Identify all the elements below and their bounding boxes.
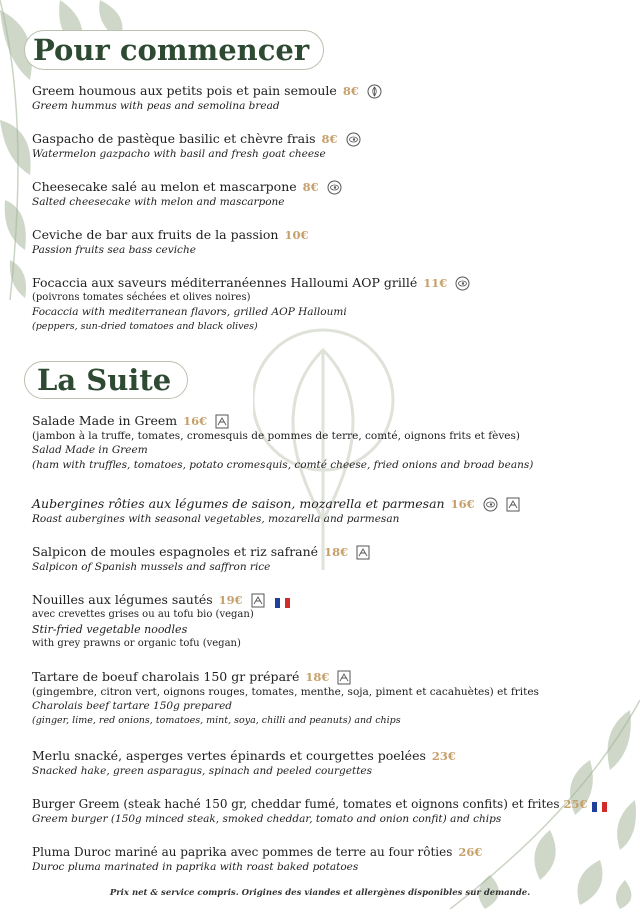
- homemade-icon: [251, 593, 265, 608]
- homemade-icon: [506, 497, 520, 512]
- homemade-icon: [356, 545, 370, 560]
- dish-description: (gingembre, citron vert, oignons rouges, tomates, menthe, soja, piment et cacahuètes) et frites: [32, 686, 539, 698]
- dish-name: Burger Greem (steak haché 150 gr, cheddar fumé, tomates et oignons confits) et frites: [32, 797, 560, 811]
- french-flag-icon: [275, 596, 290, 606]
- dish-name: Tartare de boeuf charolais 150 gr préparé: [32, 669, 300, 684]
- menu-item: [32, 227, 622, 258]
- dish-translation: Snacked hake, green asparagus, spinach and peeled courgettes: [32, 765, 373, 777]
- dish-description-translation: with grey prawns or organic tofu (vegan): [32, 638, 241, 649]
- dish-price: 23€: [431, 749, 456, 763]
- dish-translation: Passion fruits sea bass ceviche: [32, 244, 196, 256]
- dish-translation: Watermelon gazpacho with basil and fresh goat cheese: [32, 148, 326, 160]
- section-title-starters: Pour commencer: [24, 30, 324, 70]
- dish-description-translation: (ginger, lime, red onions, tomatoes, mint, soya, chilli and peanuts) and chips: [32, 715, 401, 726]
- menu-item: [32, 496, 622, 527]
- dish-name: Greem houmous aux petits pois et pain semoule: [32, 83, 337, 98]
- french-flag-icon: [592, 800, 607, 810]
- footer-note: Prix net & service compris. Origines des viandes et allergènes disponibles sur demande.: [109, 888, 531, 898]
- vegetarian-egg-icon: [483, 497, 498, 512]
- section-title-mains: La Suite: [24, 361, 188, 399]
- dish-name: Salade Made in Greem: [32, 413, 178, 428]
- vegetarian-egg-icon: [346, 132, 361, 147]
- homemade-icon: [215, 414, 229, 429]
- dish-translation: Duroc pluma marinated in paprika with roast baked potatoes: [32, 861, 359, 873]
- dish-translation: Salad Made in Greem: [32, 444, 148, 456]
- dish-description: avec crevettes grises ou au tofu bio (vegan): [32, 609, 254, 620]
- menu-item: [32, 669, 622, 728]
- dish-name: Pluma Duroc mariné au paprika avec pommes de terre au four rôties: [32, 845, 453, 859]
- dish-name: Cheesecake salé au melon et mascarpone: [32, 179, 297, 194]
- menu-item: [32, 592, 622, 651]
- menu-item: [32, 131, 622, 162]
- dish-translation: Focaccia with mediterranean flavors, grilled AOP Halloumi: [32, 306, 347, 318]
- vegetarian-egg-icon: [327, 180, 342, 195]
- dish-translation: Greem burger (150g minced steak, smoked cheddar, tomato and onion confit) and chips: [32, 813, 502, 825]
- dish-price: 16€: [183, 414, 208, 428]
- dish-price: 8€: [321, 132, 338, 146]
- dish-description: (poivrons tomates séchées et olives noires): [32, 292, 251, 303]
- dish-price: 8€: [342, 84, 359, 98]
- dish-description-translation: (peppers, sun-dried tomatoes and black olives): [32, 321, 258, 332]
- dish-price: 19€: [218, 593, 243, 607]
- menu-item: [32, 844, 622, 875]
- menu-item: [32, 413, 622, 472]
- dish-name: Gaspacho de pastèque basilic et chèvre frais: [32, 131, 316, 146]
- dish-price: 16€: [450, 497, 475, 511]
- dish-translation: Stir-fried vegetable noodles: [32, 623, 188, 636]
- dish-name: Nouilles aux légumes sautés: [32, 592, 213, 607]
- dish-price: 18€: [305, 670, 330, 684]
- menu-item: [32, 275, 622, 334]
- dish-translation: Charolais beef tartare 150g prepared: [32, 700, 233, 712]
- dish-name: Merlu snacké, asperges vertes épinards et courgettes poelées: [32, 748, 426, 763]
- dish-translation: Greem hummus with peas and semolina bread: [32, 100, 280, 112]
- dish-translation: Roast aubergines with seasonal vegetables, mozarella and parmesan: [32, 513, 400, 525]
- dish-price: 25€: [563, 797, 588, 811]
- dish-price: 18€: [324, 545, 349, 559]
- menu-item: [32, 544, 622, 575]
- dish-price: 10€: [284, 228, 309, 242]
- dish-description: (jambon à la truffe, tomates, cromesquis de pommes de terre, comté, oignons frits et fèves): [32, 430, 520, 442]
- dish-translation: Salted cheesecake with melon and mascarpone: [32, 196, 285, 208]
- dish-description-translation: (ham with truffles, tomatoes, potato cromesquis, comté cheese, fried onions and broad beans): [32, 459, 534, 471]
- dish-name: Focaccia aux saveurs méditerranéennes Halloumi AOP grillé: [32, 275, 418, 290]
- homemade-icon: [337, 670, 351, 685]
- menu-item: [32, 83, 622, 114]
- menu-item: [32, 796, 622, 827]
- menu-item: [32, 748, 622, 779]
- vegan-leaf-icon: [367, 84, 382, 99]
- dish-name: Aubergines rôties aux légumes de saison, mozarella et parmesan: [32, 496, 445, 511]
- menu-item: [32, 179, 622, 210]
- dish-name: Salpicon de moules espagnoles et riz safrané: [32, 544, 319, 559]
- dish-price: 26€: [458, 845, 483, 859]
- dish-translation: Salpicon of Spanish mussels and saffron rice: [32, 561, 271, 573]
- dish-price: 8€: [302, 180, 319, 194]
- dish-name: Ceviche de bar aux fruits de la passion: [32, 227, 279, 242]
- vegetarian-egg-icon: [455, 276, 470, 291]
- dish-price: 11€: [423, 276, 448, 290]
